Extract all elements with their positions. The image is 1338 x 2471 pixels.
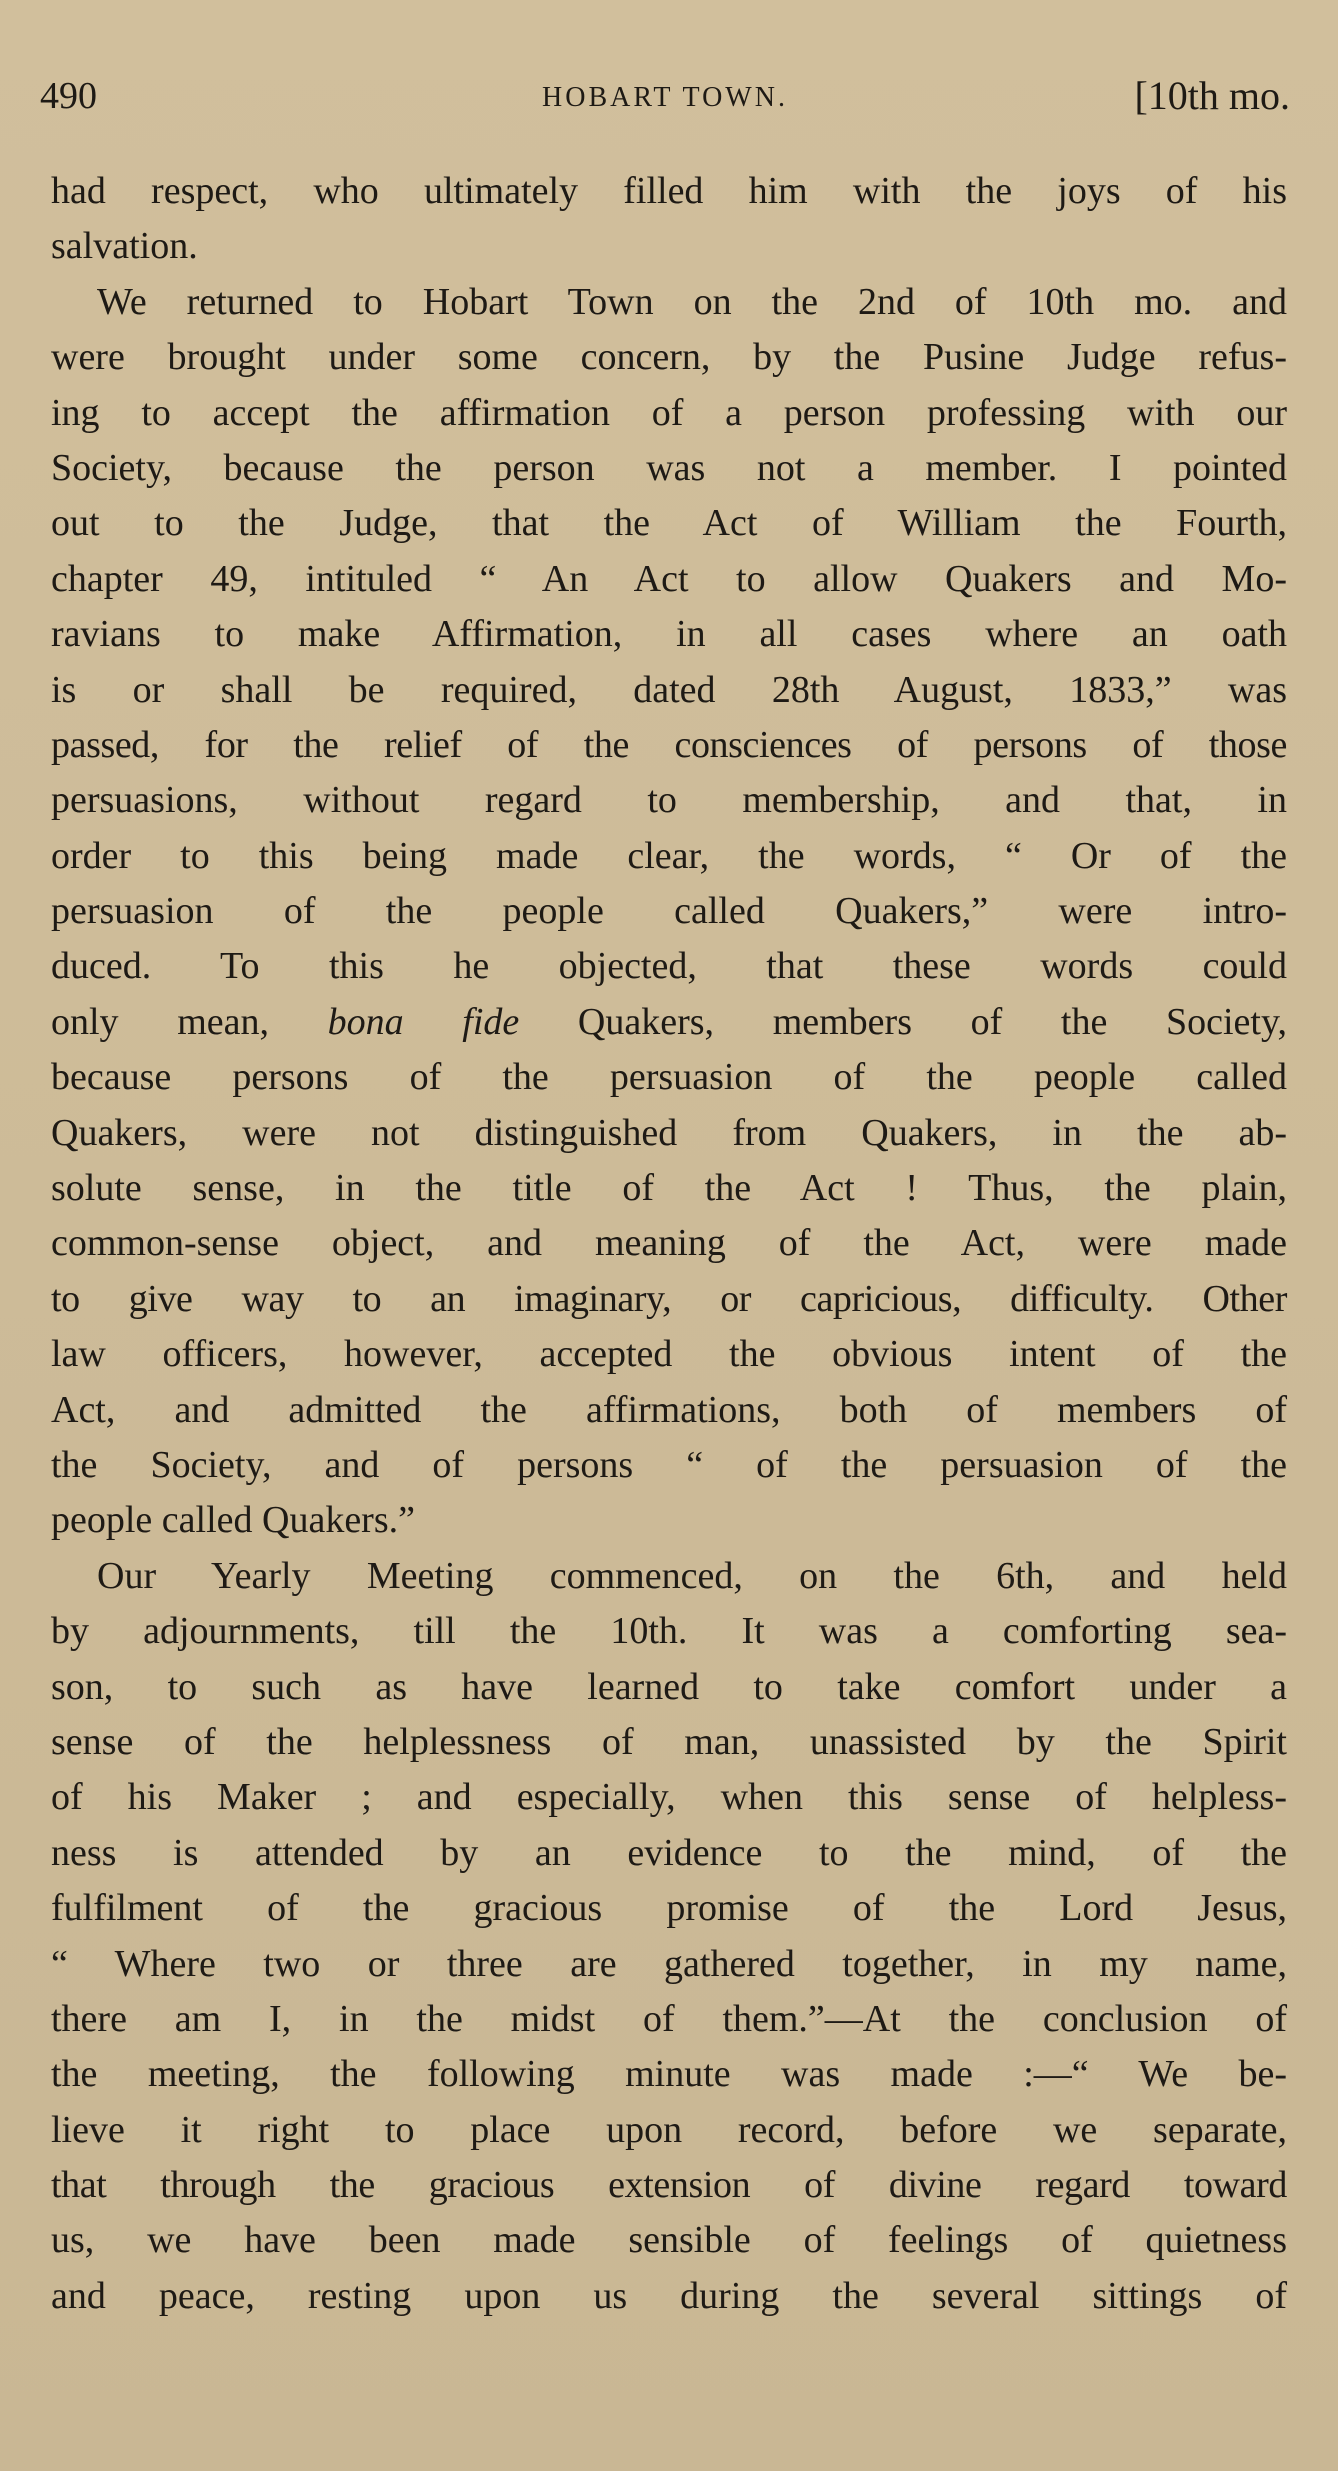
running-title: HOBART TOWN. xyxy=(542,82,788,113)
text-line: “ Where two or three are gathered together, in my name, xyxy=(51,1942,1287,1985)
text-line: is or shall be required, dated 28th August, 1833,” was xyxy=(51,668,1287,711)
text-line: out to the Judge, that the Act of William the Fourth, xyxy=(51,502,1287,545)
text-line: by adjournments, till the 10th. It was a comforting sea- xyxy=(51,1610,1287,1653)
text-line: Society, because the person was not a member. I pointed xyxy=(51,446,1287,489)
text-line: sense of the helplessness of man, unassisted by the Spirit xyxy=(51,1720,1287,1763)
text-line: to give way to an imaginary, or capricious, difficulty. Other xyxy=(51,1277,1287,1320)
italic-phrase: bona fide xyxy=(327,1000,520,1043)
text-line: Act, and admitted the affirmations, both of members of xyxy=(51,1388,1287,1431)
running-date: [10th mo. xyxy=(1134,73,1290,118)
text-line: and peace, resting upon us during the several sittings of xyxy=(51,2274,1287,2317)
text-line: ravians to make Affirmation, in all cases where an oath xyxy=(51,613,1287,656)
text-line: us, we have been made sensible of feelings of quietness xyxy=(51,2219,1287,2262)
text-line: the meeting, the following minute was made :—“ We be- xyxy=(51,2053,1287,2096)
line-segment: Quakers, members of the Society, xyxy=(519,1000,1288,1043)
text-line: ness is attended by an evidence to the mind, of the xyxy=(51,1831,1287,1874)
text-line: of his Maker ; and especially, when this sense of helpless- xyxy=(51,1776,1287,1819)
paragraph-start-line: Our Yearly Meeting commenced, on the 6th, and held xyxy=(97,1554,1287,1597)
body-text xyxy=(51,164,1287,2324)
text-line: order to this being made clear, the words, “ Or of the xyxy=(51,834,1287,877)
text-line: son, to such as have learned to take comfort under a xyxy=(51,1665,1287,1708)
text-line: duced. To this he objected, that these words could xyxy=(51,945,1287,988)
text-line: were brought under some concern, by the Pusine Judge refus- xyxy=(51,336,1287,379)
text-line: persuasions, without regard to membership, and that, in xyxy=(51,779,1287,822)
paragraph-start-line: We returned to Hobart Town on the 2nd of 10th mo. and xyxy=(97,280,1287,323)
text-line: people called Quakers.” xyxy=(51,1499,415,1542)
text-line: because persons of the persuasion of the people called xyxy=(51,1056,1287,1099)
running-header xyxy=(40,68,1290,124)
text-line-with-italic xyxy=(51,995,1287,1050)
line-segment: only mean, xyxy=(51,1000,328,1043)
text-line: ing to accept the affirmation of a person professing with our xyxy=(51,391,1287,434)
text-line: law officers, however, accepted the obvious intent of the xyxy=(51,1333,1287,1376)
text-line: lieve it right to place upon record, before we separate, xyxy=(51,2108,1287,2151)
text-line: fulfilment of the gracious promise of the Lord Jesus, xyxy=(51,1887,1287,1930)
text-line: chapter 49, intituled “ An Act to allow Quakers and Mo- xyxy=(51,557,1287,600)
text-line: there am I, in the midst of them.”—At the conclusion of xyxy=(51,1997,1287,2040)
text-line: the Society, and of persons “ of the persuasion of the xyxy=(51,1443,1287,1486)
text-line: passed, for the relief of the consciences of persons of those xyxy=(51,723,1287,766)
text-line: Quakers, were not distinguished from Quakers, in the ab- xyxy=(51,1111,1287,1154)
text-line: salvation. xyxy=(51,225,198,268)
text-line: had respect, who ultimately filled him with the joys of his xyxy=(51,170,1287,212)
text-line: that through the gracious extension of divine regard toward xyxy=(51,2164,1287,2207)
text-line: common-sense object, and meaning of the Act, were made xyxy=(51,1222,1287,1265)
page-number: 490 xyxy=(40,75,97,117)
text-line: persuasion of the people called Quakers,” were intro- xyxy=(51,890,1287,933)
text-line: solute sense, in the title of the Act ! Thus, the plain, xyxy=(51,1167,1287,1210)
